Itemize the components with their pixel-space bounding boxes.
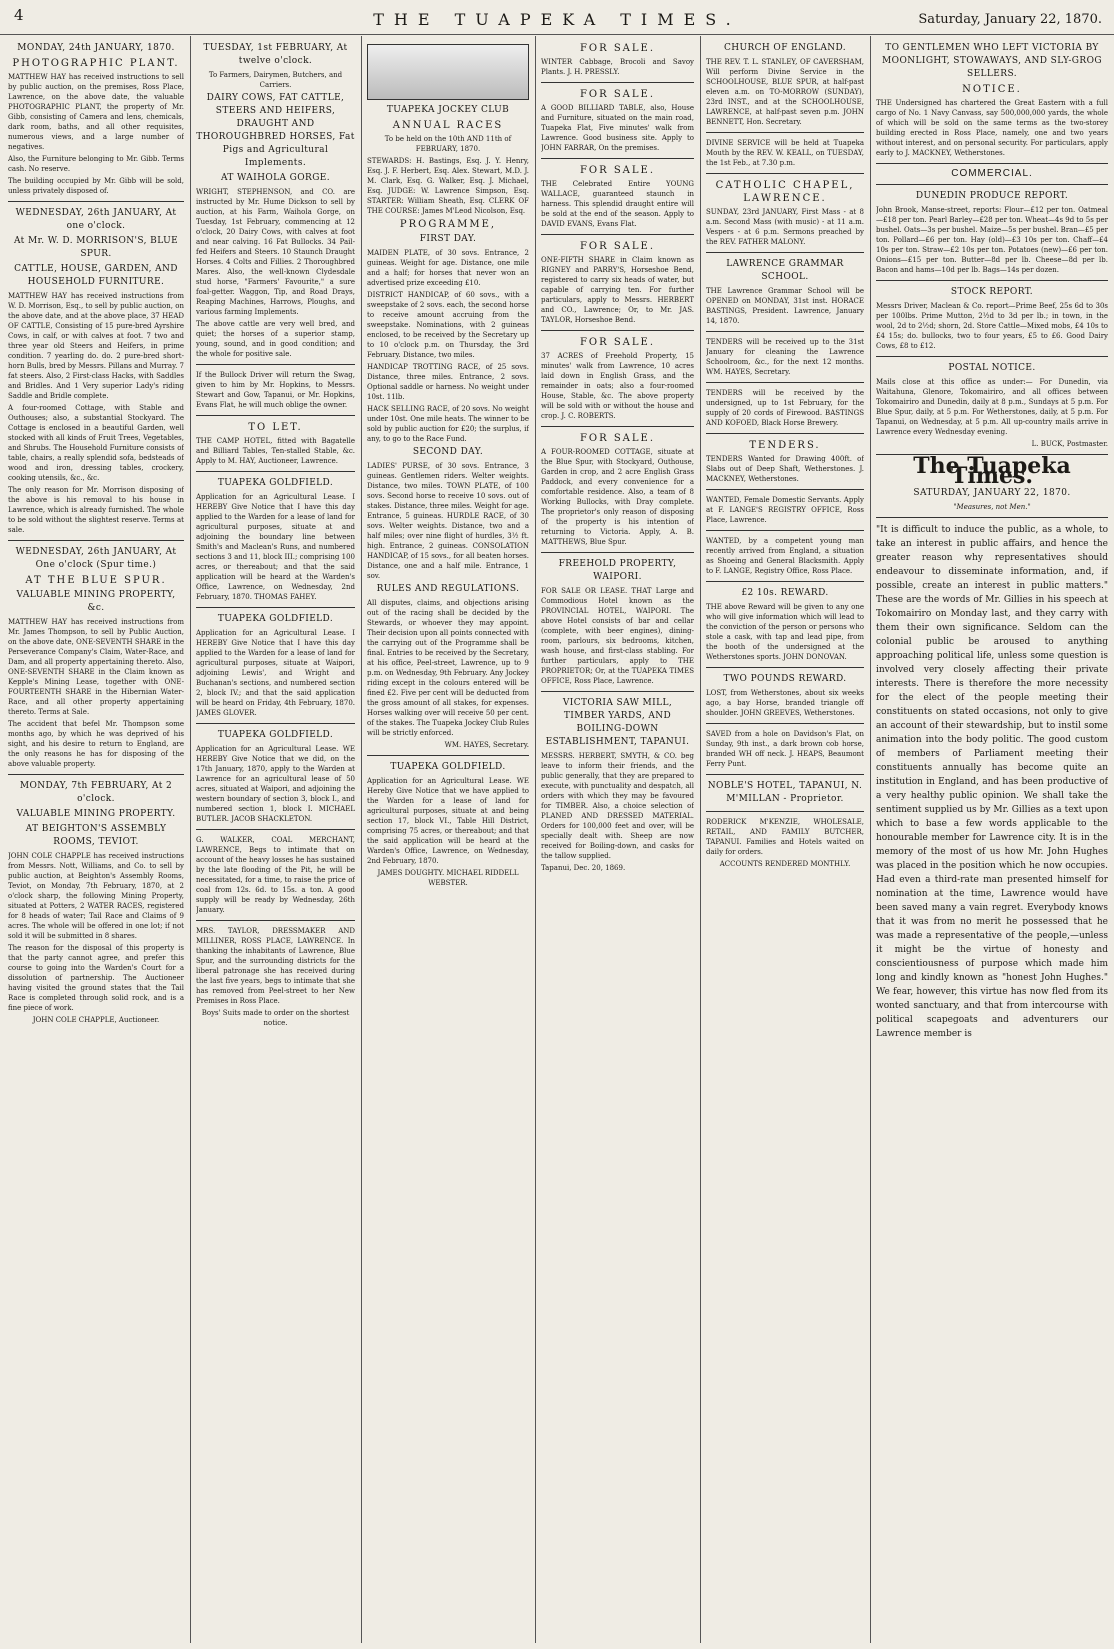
ad-heading: STOCK REPORT. [950,287,1034,297]
editorial-date: SATURDAY, JANUARY 22, 1870. [913,488,1071,498]
date-heading: MONDAY, 24th JANUARY, 1870. [17,43,175,53]
page-header [0,0,1114,35]
date-heading: WEDNESDAY, 26th JANUARY, At one o'clock. [15,208,177,231]
ad-heading: FOR SALE. [579,241,656,252]
ad-heading: RULES AND REGULATIONS. [376,584,520,594]
ad-text: WANTED, by a competent young man recently arrived from England, a situation as Shoeing and General Blacksmith. Apply to F. LANGE, Registry Office, Ross Place. [706,537,864,575]
ad-heading: ANNUAL RACES [392,120,504,131]
ad-text: FOR SALE OR LEASE. THAT Large and Commodious Hotel known as the PROVINCIAL HOTEL, WAIPORI. The above Hotel consists of bar and cellar (complete, with beer engines), dining-room, parlours, six bedrooms, kitchen, wash house, and first-class stabling. For further particulars, apply to THE PROPRIETOR; Or, at the TUAPEKA TIMES OFFICE, Ross Place, Lawrence. [541,587,694,685]
footer-note: Tapanui, Dec. 20, 1869. [541,864,626,872]
ad-text: Also, the Furniture belonging to Mr. Gibb. Terms cash. No reserve. [8,155,184,173]
ad-text: THE Undersigned has chartered the Great Eastern with a full cargo of No. 1 Navy Canvass, say 500,000,000 yards, the whole of which will be sold on the same terms as the two-storey building erected in Ross Place, namely, one and two years without interest, and on personal security. For particulars, apply early to J. MACKNEY, Wetherstones. [876,99,1108,157]
ad-text: The only reason for Mr. Morrison disposing of the above is his removal to his house in Lawrence, which is already furnished. The whole to be sold without the slightest reserve. Terms at sale. [8,486,184,534]
ad-text: SAVED from a hole on Davidson's Flat, on Sunday, 9th inst., a dark brown cob horse, branded WH off neck. J. HEAPS, Beaumont Ferry Punt. [706,730,864,768]
ad-text: Application for an Agricultural Lease. WE Hereby Give Notice that we have applied to the Warden for a lease of land for agricultural purposes, situate at and being section 17, block VI., Table Hill District, comprising 75 acres, or thereabout; and that the said application will be heard at the Warden's Office, Lawrence, on Wednesday, 2nd February, 1870. [367,777,529,865]
ad-text: Mails close at this office as under:— For Dunedin, via Waitahuna, Glenore, Tokomairiro, and all offices between Tokomairiro and Dunedin, daily at 8 p.m., Sundays at 5 p.m. For Blue Spur, daily, at 5 p.m. For Wetherstones, daily, at 5 p.m. For Tapanui, on Wednesday, at 5 p.m. All up-country mails arrive in Lawrence every Wednesday evening. [876,378,1108,436]
ad-heading: NOTICE. [962,84,1022,95]
ad-heading: DUNEDIN PRODUCE REPORT. [915,191,1069,201]
ad-text: The reason for the disposal of this property is that the party cannot agree, and prefer this course to going into the Warden's Court for a dissolution of partnership. The Auctioneer having visited the ground states that the Tail Race is completed through solid rock, and is a fine piece of work. [8,944,184,1012]
ad-text: TENDERS will be received by the undersigned, up to 1st February, for the supply of 20 cords of Firewood. BASTINGS AND KOFOED, Black Horse Brewery. [706,389,864,427]
ad-heading: TUAPEKA GOLDFIELD. [217,730,334,740]
ad-text: WRIGHT, STEPHENSON, and CO. are instructed by Mr. Hume Dickson to sell by auction, at his Farm, Waihola Gorge, on Tuesday, 1st February, commencing at 12 o'clock, 20 Dairy Cows, with calves at foot and near calving. 16 Fat Bullocks. 34 Pail-fed Heifers and Steers. 10 Staunch Draught Horses. 4 Colts and Fillies. 2 Thoroughbred Mares. Also, the well-known Clydesdale stud horse, "Farmers' Favourite," a sure foal-getter. Waggon, Tip, and Road Drays, Reaping Machines, Harrows, Ploughs, and various farming Implements. [196,188,355,316]
ad-heading: FOR SALE. [579,433,656,444]
signature: JOHN COLE CHAPPLE, Auctioneer. [32,1016,160,1024]
ad-heading: VALUABLE MINING PROPERTY. [16,809,176,819]
page-number: 4 [14,6,24,24]
ad-text: THE Lawrence Grammar School will be OPENED on MONDAY, 31st inst. HORACE BASTINGS, President. Lawrence, January 14, 1870. [706,287,864,325]
section-title: COMMERCIAL. [951,168,1033,179]
column-1 [8,40,184,1640]
ad-text: Application for an Agricultural Lease. I HEREBY Give Notice that I have this day applied to the Warden for a lease of land for agricultural purposes, situate at and adjoining the boundary line between Smith's and Maclean's Runs, and numbered sections 3 and 11, block III.; comprising 100 acres, or thereabout; and that the said application will be heard at the Warden's Office, Lawrence, on Wednesday, 2nd February, 1870. THOMAS FAHEY. [196,493,355,601]
date-heading: TUESDAY, 1st FEBRUARY, At twelve o'clock. [203,43,348,66]
column-3 [367,40,529,1640]
ad-heading: TO GENTLEMEN WHO LEFT VICTORIA BY MOONLIGHT, STOWAWAYS, AND SLY-GROG SELLERS. [882,43,1102,79]
ad-text: WANTED, Female Domestic Servants. Apply at F. LANGE'S REGISTRY OFFICE, Ross Place, Lawrence. [706,496,864,524]
ad-heading: PROGRAMME, [399,219,497,230]
column-2 [196,40,355,1640]
ad-heading: FIRST DAY. [419,234,477,244]
ad-heading: TUAPEKA GOLDFIELD. [217,614,334,624]
ad-heading: CATTLE, HOUSE, GARDEN, AND HOUSEHOLD FURNITURE. [14,264,178,287]
ad-heading: POSTAL NOTICE. [948,363,1036,373]
signature: WM. HAYES, Secretary. [444,741,529,749]
ad-text: MESSRS. HERBERT, SMYTH, & CO. beg leave to inform their friends, and the public generally, that they are prepared to execute, with punctuality and despatch, all orders with which they may be favoured for TIMBER. Also, a choice selection of PLANED AND DRESSED MATERIAL. Orders for 100,000 feet and over, will be specially dealt with. Sheep are now received for Boiling-down, and casks for the tallow supplied. [541,752,694,860]
ad-heading: VALUABLE MINING PROPERTY, &c. [16,590,176,613]
ad-heading: PHOTOGRAPHIC PLANT. [12,58,180,69]
column-6 [876,40,1108,1640]
ad-text: RODERICK M'KENZIE, WHOLESALE, RETAIL, AND FAMILY BUTCHER, TAPANUI. Families and Hotels waited on daily for orders. [706,818,864,856]
ad-heading: NOBLE'S HOTEL, TAPANUI, N. M'MILLAN - Proprietor. [707,781,863,804]
ad-text: MAIDEN PLATE, of 30 sovs. Entrance, 2 guineas. Weight for age. Distance, one mile and a half; for horses that never won an advertised prize exceeding £10. [367,249,529,287]
ad-text: HACK SELLING RACE, of 20 sovs. No weight under 10st. One mile heats. The winner to be sold by public auction for £20; the surplus, if any, to go to the Race Fund. [367,405,529,443]
footer-note: ACCOUNTS RENDERED MONTHLY. [719,860,851,868]
ad-text: The accident that befel Mr. Thompson some months ago, by which he was deprived of his sight, and his desire to return to England, are the only reasons he has for disposing of the above valuable property. [8,720,184,768]
column-5 [706,40,864,1640]
ad-heading: AT THE BLUE SPUR. [25,575,167,586]
column-rule [361,36,362,1643]
ad-heading: At Mr. W. D. MORRISON'S, BLUE SPUR. [13,236,179,259]
ad-text: LOST, from Wetherstones, about six weeks ago, a bay Horse, branded triangle off shoulder. JOHN GREEVES, Wetherstones. [706,689,864,717]
ad-text: A FOUR-ROOMED COTTAGE, situate at the Blue Spur, with Stockyard, Outhouse, Garden in crop, and 2 acre English Grass Paddock, and every convenience for a comfortable residence. Also, a team of 8 Working Bullocks, with Dray complete. The proprietor's only reason of disposing of the property is his intention of returning to Victoria. Apply, A. B. MATTHEWS, Blue Spur. [541,448,694,546]
column-rule [535,36,536,1643]
ad-heading: TO LET. [248,422,303,433]
editorial-masthead: The Tuapeka Times. [913,453,1071,489]
ad-heading: CHURCH OF ENGLAND. [723,43,847,53]
date-heading: MONDAY, 7th FEBRUARY, At 2 o'clock. [19,781,173,804]
ad-text: THE above Reward will be given to any one who will give information which will lead to the conviction of the person or persons who stole a cask, with tap and lead pipe, from the booth of the undersigned at the Wetherstones sports. JOHN DONOVAN. [706,603,864,661]
ad-text: Messrs Driver, Maclean & Co. report—Prime Beef, 25s 6d to 30s per 100lbs. Prime Mutton, 2½d to 3d per lb.; in town, in the wool, 2d to 2½d; shorn, 2d. Store Cattle—Mixed mobs, £4 10s to £4 15s; do. bullocks, two to four years, £5 to £6. Good Dairy Cows, £8 to £12. [876,302,1108,350]
ad-text: Application for an Agricultural Lease. WE HEREBY Give Notice that we did, on the 17th January, 1870, apply to the Warden at Lawrence for an agricultural lease of 50 acres, situated at Waipori, and adjoining the western boundary of section 3, block I., and numbered section 1, block I. MICHAEL BUTLER. JACOB SHACKLETON. [196,745,355,823]
ad-text: HANDICAP TROTTING RACE, of 25 sovs. Distance, three miles. Entrance, 2 sovs. Optional saddle or harness. No weight under 10st. 11lb. [367,363,529,401]
signature: L. BUCK, Postmaster. [1031,440,1108,448]
ad-text: The building occupied by Mr. Gibb will be sold, unless privately disposed of. [8,177,184,195]
ad-text: THE CAMP HOTEL, fitted with Bagatelle and Billiard Tables, Ten-stalled Stable, &c. Apply to M. HAY, Auctioneer, Lawrence. [196,437,355,465]
ad-text: All disputes, claims, and objections arising out of the racing shall be decided by the Stewards, or whoever they may appoint. Their decision upon all points connected with the carrying out of the Programme shall be final. Entries to be received by the Secretary, at his office, Peel-street, Lawrence, up to 9 p.m. on Wednesday, 9th February. Any Jockey riding except in the colours entered will be fined £2. Five per cent will be deducted from the gross amount of all stakes, for expenses. Horses walking over will receive 50 per cent. of the stakes. The Tuapeka Jockey Club Rules will be strictly enforced. [367,599,529,737]
ad-text: STEWARDS: H. Bastings, Esq. J. Y. Henry, Esq. J. F. Herbert, Esq. Alex. Stewart, M.D. J. M. Clark, Esq. G. Walker, Esq. J. Michael, Esq. JUDGE: W. Lawrence Simpson, Esq. STARTER: William Sheath, Esq. CLERK OF THE COURSE: James M'Leod Nicolson, Esq. [367,157,529,215]
ad-heading: FREEHOLD PROPERTY, WAIPORI. [558,559,677,582]
ad-heading: AT WAIHOLA GORGE. [220,173,331,183]
ad-text: John Brook, Manse-street, reports: Flour—£12 per ton. Oatmeal—£18 per ton. Pearl Barley—£28 per ton. Wheat—4s 9d to 5s per bushel. Oats—3s per bushel. Maize—5s per bushel. Bran—£5 per ton. Pollard—£6 per ton. Hay (old)—£3 10s per ton. Chaff—£4 10s per ton. Straw—£2 10s per ton. Potatoes (new)—£6 per ton. Onions—£15 per ton. Butter—8d per lb. Cheese—8d per lb. Bacon and hams—10d per lb. Bags—14s per dozen. [876,206,1108,274]
ad-heading: VICTORIA SAW MILL, TIMBER YARDS, AND BOILING-DOWN ESTABLISHMENT, TAPANUI. [545,698,690,747]
ad-text: MATTHEW HAY has received instructions from Mr. James Thompson, to sell by Public Auction, on the above date, ONE-SEVENTH SHARE in the Perseverance Company's Claim, Water-Race, and Dam, and all property appertaining thereto. Also, ONE-SEVENTH SHARE in the Claim known as Kepple's Mining Lease, together with ONE-FOURTEENTH SHARE in the Hibernian Water-Race, and all other property appertaining thereto. Terms at Sale. [8,618,184,716]
ad-text: JOHN COLE CHAPPLE has received instructions from Messrs. Nott, Williams, and Co. to sell by public auction, at Beighton's Assembly Rooms, Teviot, on Monday, 7th February, 1870, at 2 o'clock sharp, the following Mining Property, situated at Potters, 2 WATER RACES, registered for 8 heads of water; Tail Race and Claims of 9 acres. The whole will be offered in one lot; if not sold it will be submitted in 8 shares. [8,852,184,940]
ad-heading: TUAPEKA GOLDFIELD. [390,762,506,772]
issue-date: Saturday, January 22, 1870. [918,12,1102,27]
newspaper-title: THE TUAPEKA TIMES. [373,10,741,29]
ad-heading: SECOND DAY. [412,447,484,457]
ad-text: DISTRICT HANDICAP, of 60 sovs., with a sweepstake of 2 sovs. each, the second horse to receive amount accruing from the sweepstake. Nominations, with 2 guineas enclosed, to be received by the Secretary up to 10 o'clock p.m. on Thursday, the 3rd February. Distance, two miles. [367,291,529,359]
ad-text: MATTHEW HAY has received instructions to sell by public auction, on the premises, Ross Place, Lawrence, on the above date, the valuable PHOTOGRAPHIC PLANT, the property of Mr. Gibb, consisting of Camera and lens, chemicals, dark room, baths, and all other requisites, numerous views, and a large number of negatives. [8,73,184,151]
ad-text: G. WALKER, COAL MERCHANT, LAWRENCE, Begs to intimate that on account of the heavy losses he has sustained by the late flooding of the Pit, he will be necessitated, for a time, to raise the price of coal from 12s. 6d. to 15s. a ton. A good supply will be ready by Wednesday, 26th January. [196,836,355,914]
ad-text: The above cattle are very well bred, and quiet; the horses of a superior stamp, young, sound, and in good condition; and the whole for positive sale. [196,320,355,358]
editorial-text: "It is difficult to induce the public, as a whole, to take an interest in public affairs, and hence the greater reason why representatives should endeavour to disseminate information, and, if possible, create an interest in public matters." These are the words of Mr. Gillies in his speech at Tokomairiro on Monday last, and they carry with them their own significance. Seldom can the colonial public be aroused to anything approaching political life, unless some question is involved very closely affecting their private interests. There is therefore the more necessity for the elect of the people meeting their constituents on stated occasions, not only to give an account of their stewardship, but to instil some animation into the body politic. The good custom of members of Parliament meeting their constituents annually has become quite an institution in England, and has been productive of a very healthy public opinion. We shall take the sentiment supplied us by Mr. Gillies as a text upon which to base a few words applicable to the honourable member for Lawrence city. It is in the memory of the most of us how Mr. John Hughes was placed in the position which he now occupies. Had even a third-rate man presented himself for nomination at the time, Lawrence would have been saved many a vain regret. Everybody knows that it was from no merit he possessed that he was made a representative of the people,—unless it might be the virtue of honesty and conscientiousness of purpose which made him long and kindly known as "honest John Hughes." We fear, however, this virtue has now fled from its wonted sanctuary, and that from intercourse with political scapegoats and adventurers our Lawrence member is [876,525,1108,1039]
ad-text: TENDERS Wanted for Drawing 400ft. of Slabs out of Deep Shaft, Wetherstones. J. MACKNEY, Wetherstones. [706,455,864,483]
ad-heading: FOR SALE. [579,43,656,54]
ad-heading: £2 10s. REWARD. [741,588,829,598]
horse-racing-engraving [367,44,529,100]
ad-text: LADIES' PURSE, of 30 sovs. Entrance, 3 guineas. Gentlemen riders. Welter weights. Distance, two miles. TOWN PLATE, of 100 sovs. Second horse to receive 10 sovs. out of stakes. Distance, three miles. Weight for age. Entrance, 5 guineas. HURDLE RACE, of 30 sovs. Welter weights. Distance, two and a half miles; over nine flight of hurdles, 3½ ft. high. Entrance, 2 guineas. CONSOLATION HANDICAP, of 15 sovs., for all beaten horses. Distance, one and a half mile. Entrance, 1 sov. [367,462,529,580]
ad-text: A GOOD BILLIARD TABLE, also, House and Furniture, situated on the main road, Tuapeka Flat, Five minutes' walk from Lawrence. Good business site. Apply to JOHN FARRAR, On the premises. [541,104,694,152]
ad-text: 37 ACRES of Freehold Property, 15 minutes' walk from Lawrence, 10 acres laid down in English Grass, and the remainder in oats; also a four-roomed House, Stable, &c. The above property will be sold with or without the house and crop. J. C. ROBERTS. [541,352,694,420]
ad-heading: FOR SALE. [579,89,656,100]
ad-text: Application for an Agricultural Lease. I HEREBY Give Notice that I have this day applied to the Warden for a lease of land for agricultural purposes, situate at Waipori, adjoining Lewis', and Wright and Buchanan's sections, and numbered section 2, block IV.; and that the said application will be heard on Friday, 4th February, 1870. JAMES GLOVER. [196,629,355,717]
ad-heading: DAIRY COWS, FAT CATTLE, STEERS AND HEIFERS, DRAUGHT AND THOROUGHBRED HORSES, Fat Pigs and Agricultural Implements. [196,93,355,168]
signature: JAMES DOUGHTY. MICHAEL RIDDELL WEBSTER. [377,869,519,887]
ad-text: THE Celebrated Entire YOUNG WALLACE, guaranteed staunch in harness. This splendid draught entire will be sold at the end of the season. Apply to DAVID EVANS, Evans Flat. [541,180,694,228]
ad-heading: FOR SALE. [579,337,656,348]
ad-heading: TWO POUNDS REWARD. [723,674,847,684]
column-4 [541,40,694,1640]
ad-text: To Farmers, Dairymen, Butchers, and Carriers. [208,71,343,89]
ad-text: DIVINE SERVICE will be held at Tuapeka Mouth by the REV. W. KEALL, on TUESDAY, the 1st Feb., at 7.30 p.m. [706,139,864,167]
ad-heading: CATHOLIC CHAPEL, LAWRENCE. [715,180,855,204]
editorial-motto: "Measures, not Men." [953,503,1031,511]
ad-heading: TENDERS. [749,440,821,451]
ad-text: THE REV. T. L. STANLEY, OF CAVERSHAM, Will perform Divine Service in the SCHOOLHOUSE, BLUE SPUR, at half-past eleven a.m. on TO-MORROW (SUNDAY), 23rd INST., and at the SCHOOLHOUSE, LAWRENCE, at half-past seven p.m. JOHN BENNETT, Hon. Secretary. [706,58,864,126]
ad-text: MRS. TAYLOR, DRESSMAKER AND MILLINER, ROSS PLACE, LAWRENCE. In thanking the inhabitants of Lawrence, Blue Spur, and the surrounding districts for the liberal patronage she has received during the last five years, begs to intimate that she has removed from Peel-street to her New Premises in Ross Place. [196,927,355,1005]
ad-text: MATTHEW HAY has received instructions from W. D. Morrison, Esq., to sell by public auction, on the above date, and at the above place, 37 HEAD OF CATTLE, Consisting of 15 pure-bred Ayrshire Cows, in calf, or with calves at foot. 7 two and three year old Steers and Heifers, in prime condition. 7 yearling do. do. 2 pure-bred short-horn Bulls, bred by Messrs. Pillans and Murray. 7 fat steers. Also, 2 First-class Hacks, with Saddles and Bridles. And 1 Very superior Lady's riding Saddle and Bridle complete. [8,292,184,400]
ad-text: ONE-FIFTH SHARE in Claim known as RIGNEY and PARRY'S, Horseshoe Bend, registered to carry six heads of water, but capable of carrying ten. For further particulars, apply to Messrs. HERBERT and CO., Lawrence; Or, to Mr. JAS. TAYLOR, Horseshoe Bend. [541,256,694,324]
ad-text: A four-roomed Cottage, with Stable and Outhouses; also, a substantial Stockyard. The Cottage is enclosed in a beautiful Garden, well stocked with all kinds of Fruit Trees, Vegetables, and Shrubs. The Household Furniture consists of table, chairs, a really splendid sofa, bedsteads of wood and iron, dressing tables, crockery, cooking utensils, &c., &c. [8,404,184,482]
column-rule [190,36,191,1643]
ad-heading: FOR SALE. [579,165,656,176]
ad-heading: LAWRENCE GRAMMAR SCHOOL. [726,259,844,282]
ad-text: SUNDAY, 23rd JANUARY, First Mass - at 8 a.m. Second Mass (with music) - at 11 a.m. Vespers - at 6 p.m. Sermons preached by the REV. FATHER MALONY. [706,208,864,246]
ad-heading: TUAPEKA GOLDFIELD. [217,478,334,488]
ad-text: WINTER Cabbage, Brocoli and Savoy Plants. J. H. PRESSLY. [541,58,694,76]
ad-heading: AT BEIGHTON'S ASSEMBLY ROOMS, TEVIOT. [25,824,167,847]
ad-text: If the Bullock Driver will return the Swag, given to him by Mr. Hopkins, to Messrs. Stewart and Gow, Tapanui, or Mr. Hopkins, Evans Flat, he will much oblige the owner. [196,371,355,409]
date-heading: WEDNESDAY, 26th JANUARY, At One o'clock (Spur time.) [15,547,177,570]
footer-note: Boys' Suits made to order on the shortest notice. [201,1009,350,1027]
ad-text: TENDERS will be received up to the 31st January for cleaning the Lawrence Schoolroom, &c., for the next 12 months. WM. HAYES, Secretary. [706,338,864,376]
ad-text: To be held on the 10th AND 11th of FEBRUARY, 1870. [384,135,512,153]
column-rule [700,36,701,1643]
ad-heading: TUAPEKA JOCKEY CLUB [386,105,510,115]
column-rule [870,36,871,1643]
